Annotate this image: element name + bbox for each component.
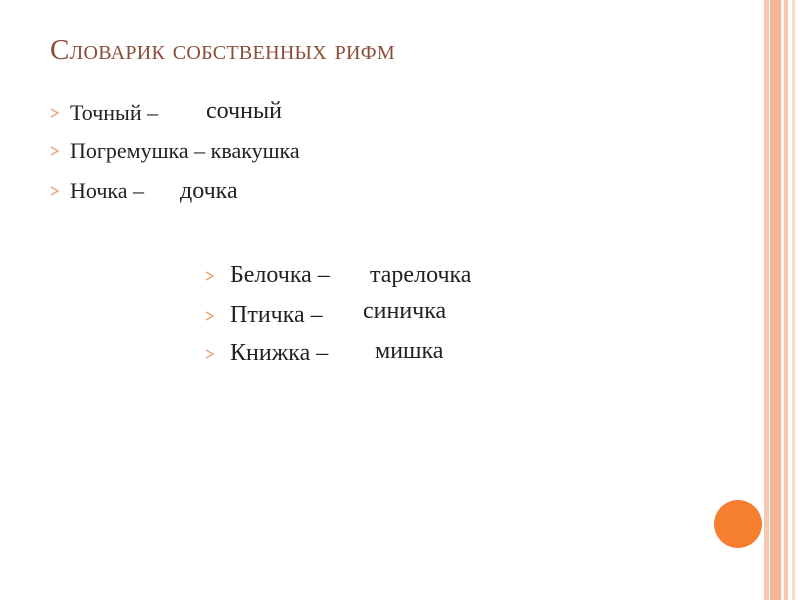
decorative-stripe [770, 0, 781, 600]
rhyme-right-word: синичка [363, 298, 447, 324]
list-item [205, 340, 605, 368]
rhyme-right-word: дочка [180, 178, 238, 204]
hollow-arrow-bullet-icon [50, 186, 60, 196]
rhyme-right-word: сочный [206, 98, 282, 124]
list-item [205, 298, 605, 330]
list-item [205, 262, 605, 290]
rhyme-left-word: Книжка – [230, 340, 329, 366]
decorative-stripe [784, 0, 788, 600]
slide-title: Словарик собственных рифм [50, 34, 395, 66]
rhyme-left-word: Ночка – [70, 178, 145, 203]
orange-circle-icon [714, 500, 762, 548]
rhyme-left-word: Белочка – [230, 262, 330, 288]
decorative-stripe [764, 0, 769, 600]
rhyme-right-word: мишка [375, 338, 444, 364]
hollow-arrow-bullet-icon [205, 349, 215, 359]
rhyme-left-word: Птичка – [230, 302, 323, 328]
hollow-arrow-bullet-icon [205, 311, 215, 321]
list-item [50, 100, 450, 126]
hollow-arrow-bullet-icon [205, 271, 215, 281]
decorative-stripe [792, 0, 795, 600]
list-item [50, 178, 450, 204]
hollow-arrow-bullet-icon [50, 108, 60, 118]
rhyme-right-word: тарелочка [370, 262, 472, 288]
rhyme-left-word: Погремушка – квакушка [70, 138, 300, 163]
hollow-arrow-bullet-icon [50, 146, 60, 156]
rhyme-left-word: Точный – [70, 100, 159, 125]
list-item [50, 138, 450, 164]
